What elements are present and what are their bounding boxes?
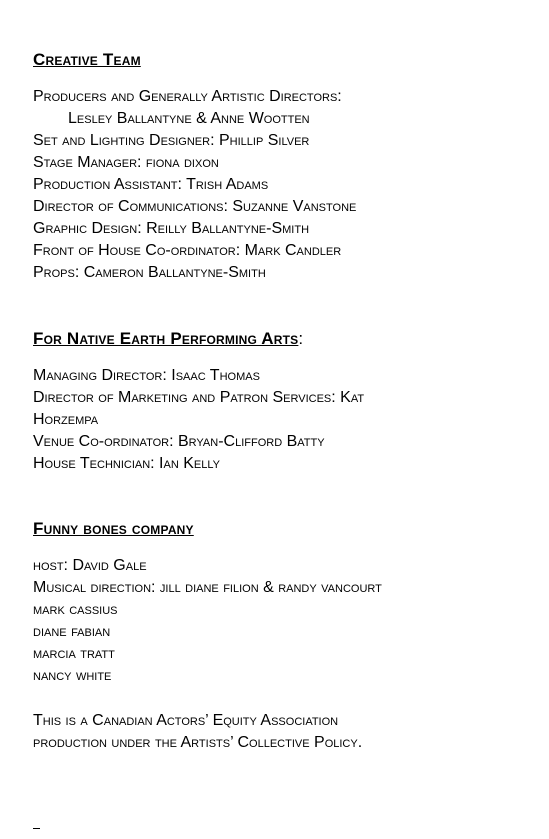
footer-rule — [33, 828, 40, 829]
credit-line: marcia tratt — [33, 645, 115, 662]
credit-line: diane fabian — [33, 623, 111, 640]
native-earth-heading — [33, 329, 303, 349]
credit-line: Set and Lighting Designer: Phillip Silver — [33, 132, 310, 149]
credit-line: Horzempa — [33, 411, 99, 428]
credit-line: Musical direction: jill diane filion & randy vancourt — [33, 579, 382, 596]
credit-line: Lesley Ballantyne & Anne Wootten — [68, 110, 310, 127]
credit-line: host: David Gale — [33, 557, 147, 574]
credit-line: Props: Cameron Ballantyne-Smith — [33, 264, 266, 281]
credit-line: House Technician: Ian Kelly — [33, 455, 220, 472]
credit-line: nancy white — [33, 667, 112, 684]
equity-statement-line: production under the Artists’ Collective Policy. — [33, 734, 363, 751]
credit-line: Stage Manager: fiona dixon — [33, 154, 219, 171]
credit-line: Director of Communications: Suzanne Vanstone — [33, 198, 357, 215]
creative-team-heading: Creative Team — [33, 50, 141, 69]
credit-line: Production Assistant: Trish Adams — [33, 176, 269, 193]
credit-line: Venue Co-ordinator: Bryan-Clifford Batty — [33, 433, 325, 450]
credit-line: Director of Marketing and Patron Services: Kat — [33, 389, 365, 406]
credit-line: Front of House Co-ordinator: Mark Candler — [33, 242, 342, 259]
credit-line: Managing Director: Isaac Thomas — [33, 367, 260, 384]
equity-statement-line: This is a Canadian Actors’ Equity Association — [33, 712, 339, 729]
credit-line: mark cassius — [33, 601, 118, 618]
heading-colon: : — [298, 329, 304, 348]
funny-bones-heading: Funny bones company — [33, 519, 194, 538]
credit-line: Graphic Design: Reilly Ballantyne-Smith — [33, 220, 310, 237]
native-earth-heading-text: For Native Earth Performing Arts — [33, 329, 299, 348]
credit-line: Producers and Generally Artistic Directors: — [33, 88, 342, 105]
